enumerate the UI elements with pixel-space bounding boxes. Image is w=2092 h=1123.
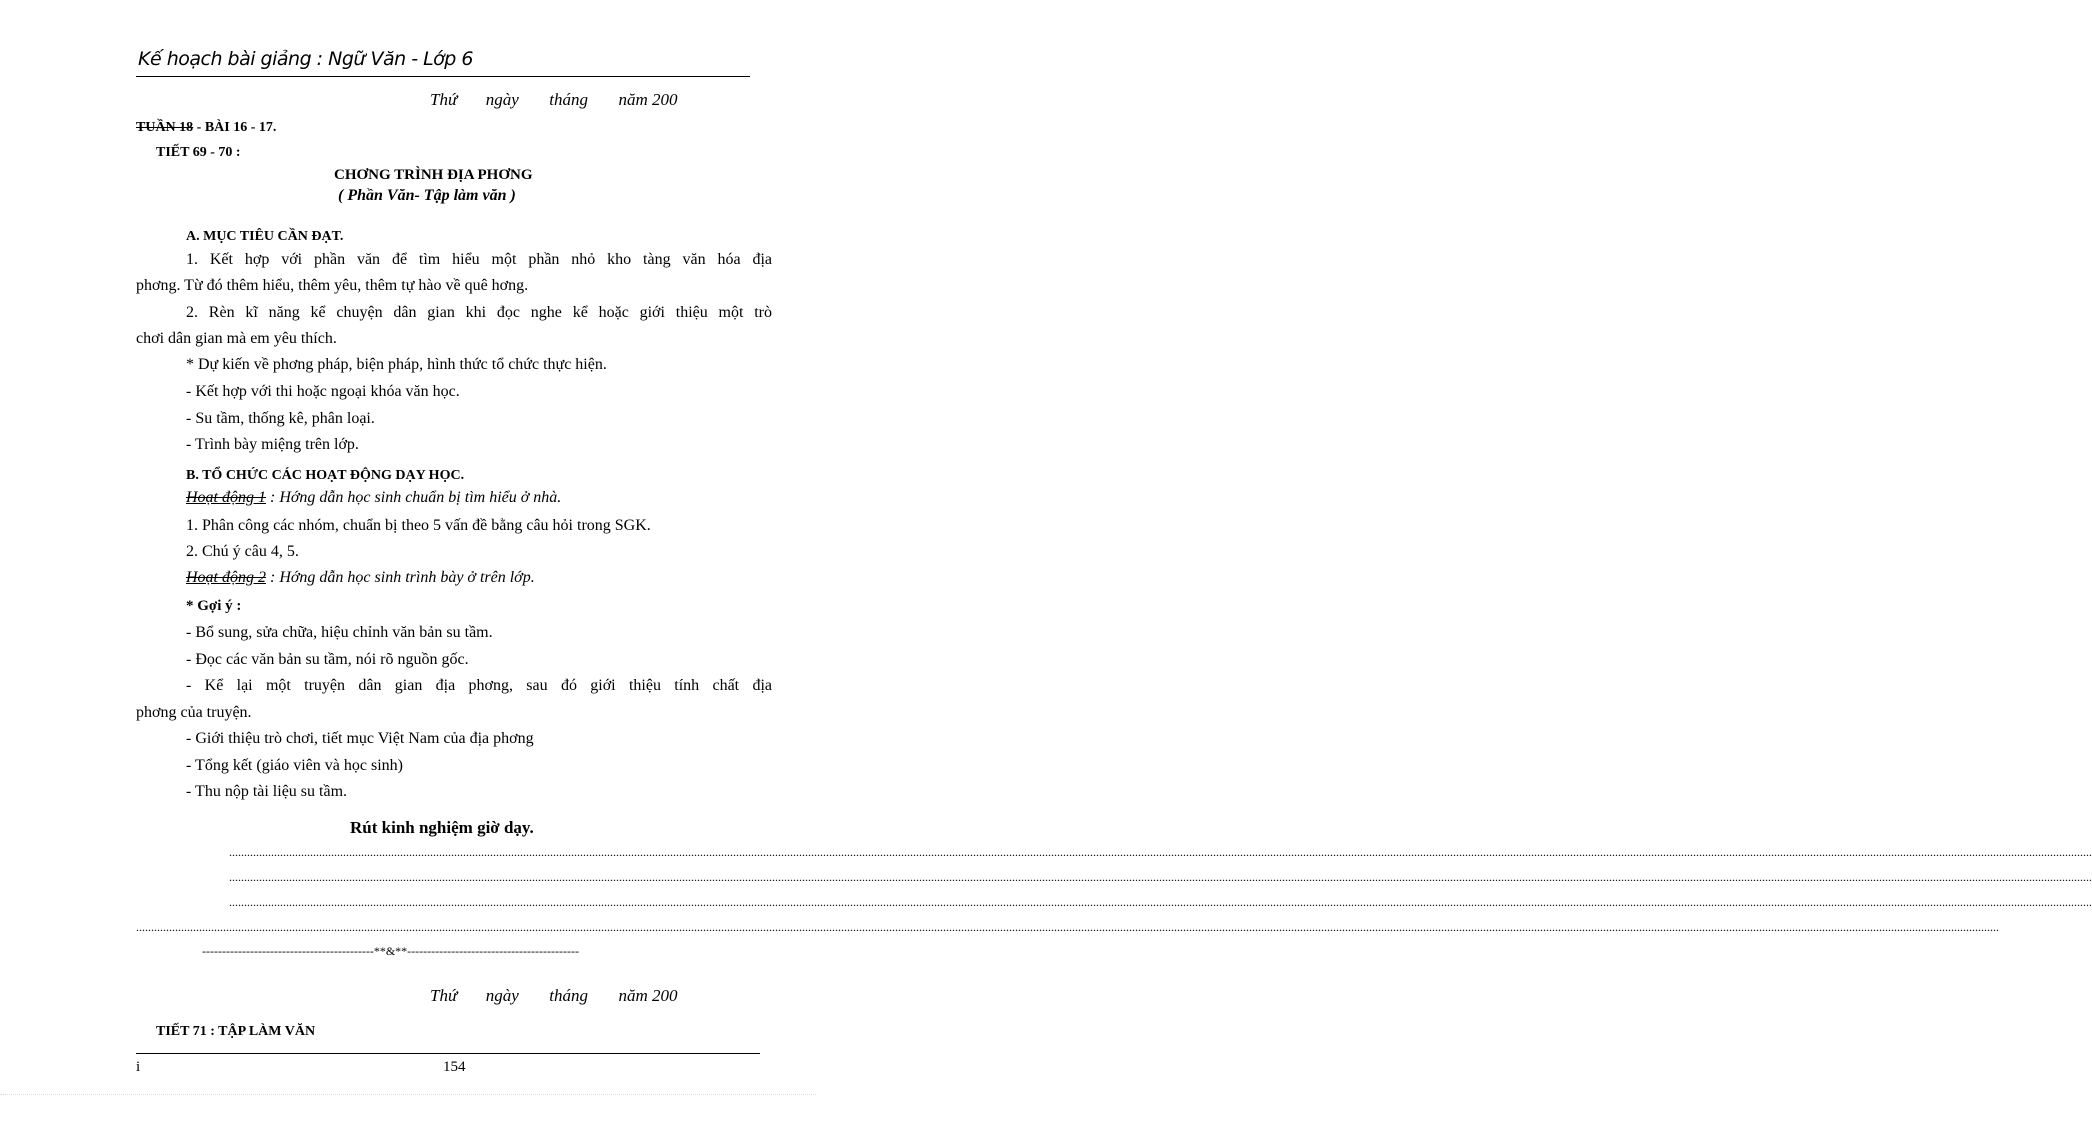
section-separator: -------------------------------------------**&**------------------------------------------- xyxy=(202,944,579,958)
section-a-item: - Su tầm, thống kê, phân loại. xyxy=(186,410,375,427)
date-thang: tháng xyxy=(549,90,589,109)
date-nam: năm 200 xyxy=(618,90,678,109)
date-ngay: ngày xyxy=(485,90,519,109)
activity-1-item: 1. Phân công các nhóm, chuẩn bị theo 5 vấn đề bằng câu hỏi trong SGK. xyxy=(186,517,651,534)
dotted-line: ............................................................................................................................................................................................................................................................................................................................................................................................................................................................................................................................................................................................................................................. xyxy=(229,895,2092,909)
hint-item: - Đọc các văn bản su tầm, nói rõ nguồn gốc. xyxy=(186,651,469,668)
date-ngay: ngày xyxy=(485,986,519,1005)
dotted-line: ............................................................................................................................................................................................................................................................................................................................................................................................................................................................................................................................................................................................................................................. xyxy=(229,870,2092,884)
activity-1-line xyxy=(186,489,561,507)
section-b-heading: B. TỔ CHỨC CÁC HOẠT ĐỘNG DẠY HỌC. xyxy=(186,468,465,483)
activity-1-item: 2. Chú ý câu 4, 5. xyxy=(186,543,299,560)
date-thu: Thứ xyxy=(430,90,458,109)
week-heading xyxy=(136,120,276,136)
activity-2-text: : Hớng dẫn học sinh trình bày ở trên lớp. xyxy=(266,569,535,586)
hint-item: - Bổ sung, sửa chữa, hiệu chỉnh văn bản su tầm. xyxy=(186,624,493,641)
page-number: 154 xyxy=(443,1059,466,1075)
week-struck: TUẦN 18 xyxy=(136,120,194,135)
hint-item: - Giới thiệu trò chơi, tiết mục Việt Nam của địa phơng xyxy=(186,730,534,747)
week-rest: - BÀI 16 - 17. xyxy=(193,120,277,135)
period-2-heading: TIẾT 71 : TẬP LÀM VĂN xyxy=(156,1024,316,1039)
activity-1-label: Hoạt động 1 xyxy=(186,489,266,506)
period-1-heading: TIẾT 69 - 70 : xyxy=(156,145,241,160)
section-a-note: * Dự kiến về phơng pháp, biện pháp, hình thức tổ chức thực hiện. xyxy=(186,356,607,373)
section-a-heading: A. MỤC TIÊU CẦN ĐẠT. xyxy=(186,229,344,244)
experience-heading: Rút kinh nghiệm giờ dạy. xyxy=(350,818,534,837)
hint-heading: * Gợi ý : xyxy=(186,598,242,614)
hint-item: - Tổng kết (giáo viên và học sinh) xyxy=(186,757,403,774)
main-title: CHƠNG TRÌNH ĐỊA PHƠNG xyxy=(334,167,533,183)
section-a-p2-line1: 2. Rèn kĩ năng kể chuyện dân gian khi đọc nghe kể hoặc giới thiệu một trò xyxy=(186,304,772,321)
page-header-title: Kế hoạch bài giảng : Ngữ Văn - Lớp 6 xyxy=(138,48,473,70)
hint-long-line1: - Kể lại một truyện dân gian địa phơng, sau đó giới thiệu tính chất địa xyxy=(186,677,772,694)
activity-2-line xyxy=(186,569,535,587)
activity-2-label: Hoạt động 2 xyxy=(186,569,266,586)
dotted-line: ............................................................................................................................................................................................................................................................................................................................................................................................................................................................................................................................................................................................................................................. xyxy=(229,845,2092,859)
hint-long-line2: phơng của truyện. xyxy=(136,704,252,721)
page-bottom-edge xyxy=(0,1094,816,1095)
dotted-line: ............................................................................................................................................................................................................................................................................................................................................................................................................................................................................................................................................................................................................................................. xyxy=(136,920,1999,934)
main-subtitle: ( Phần Văn- Tập làm văn ) xyxy=(338,187,516,204)
activity-1-text: : Hớng dẫn học sinh chuẩn bị tìm hiểu ở nhà. xyxy=(266,489,562,506)
date-line-2 xyxy=(430,986,678,1006)
hint-item: - Thu nộp tài liệu su tầm. xyxy=(186,783,348,800)
section-a-item: - Kết hợp với thi hoặc ngoại khóa văn học. xyxy=(186,383,460,400)
section-a-p2-line2: chơi dân gian mà em yêu thích. xyxy=(136,330,337,347)
section-a-p1-line1: 1. Kết hợp với phần văn để tìm hiểu một phần nhỏ kho tàng văn hóa địa xyxy=(186,251,772,268)
date-line xyxy=(430,90,678,110)
section-a-item: - Trình bày miệng trên lớp. xyxy=(186,436,359,453)
date-thu: Thứ xyxy=(430,986,458,1005)
date-thang: tháng xyxy=(549,986,589,1005)
footer-left-mark: i xyxy=(136,1059,141,1075)
header-rule xyxy=(136,76,750,77)
footer-rule xyxy=(136,1053,760,1054)
section-a-p1-line2: phơng. Từ đó thêm hiểu, thêm yêu, thêm tự hào về quê hơng. xyxy=(136,277,529,294)
date-nam: năm 200 xyxy=(618,986,678,1005)
